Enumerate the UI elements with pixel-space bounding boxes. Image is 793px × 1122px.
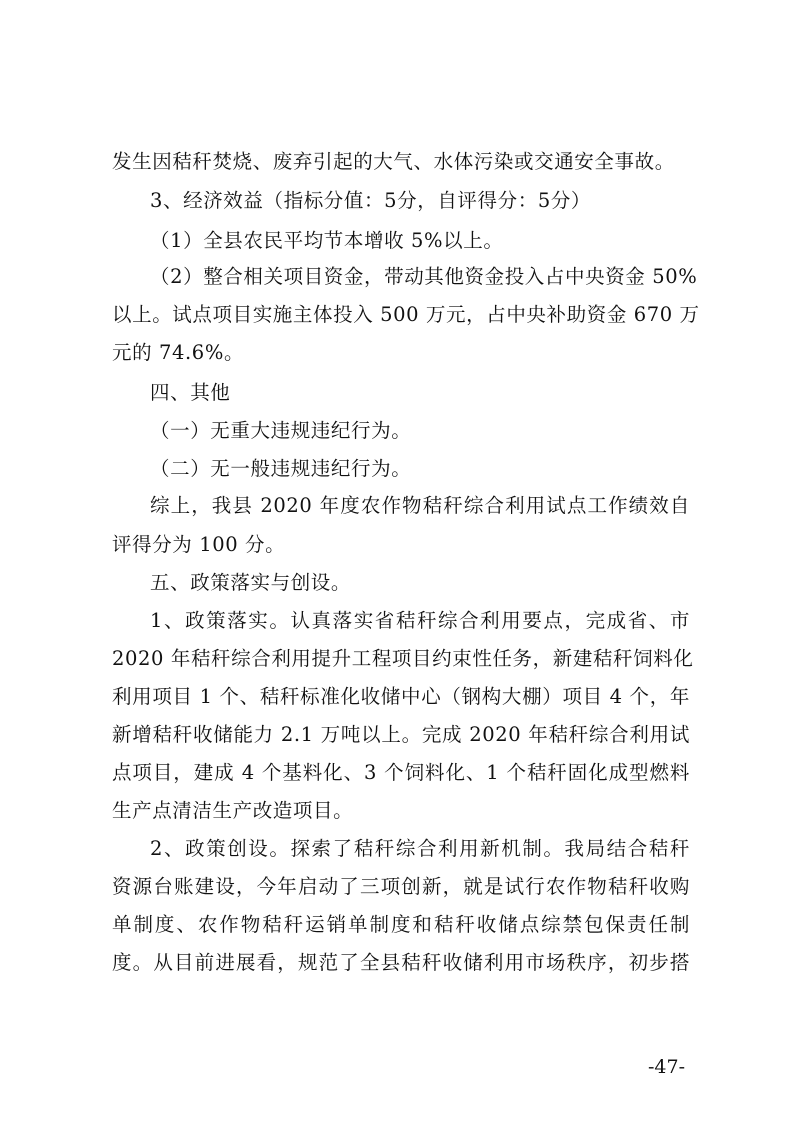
- text-line: 综上，我县 2020 年度农作物秸秆综合利用试点工作绩效自: [150, 494, 690, 517]
- text-line: （1）全县农民平均节本增收 5%以上。: [150, 229, 504, 252]
- text-line: 2、政策创设。探索了秸秆综合利用新机制。我局结合秸秆: [150, 837, 690, 860]
- text-line: 资源台账建设，今年启动了三项创新，就是试行农作物秸秆收购: [112, 875, 690, 898]
- text-line: 度。从目前进展看，规范了全县秸秆收储利用市场秩序，初步搭: [112, 951, 690, 974]
- text-line: 1、政策落实。认真落实省秸秆综合利用要点，完成省、市: [150, 609, 690, 632]
- text-line: （二）无一般违规违纪行为。: [150, 457, 412, 480]
- text-line: 以上。试点项目实施主体投入 500 万元，占中央补助资金 670 万: [112, 303, 700, 326]
- text-line: 单制度、农作物秸秆运销单制度和秸秆收储点综禁包保责任制: [112, 913, 690, 936]
- page-number: -47-: [648, 1056, 686, 1078]
- section-heading: 五、政策落实与创设。: [150, 571, 352, 594]
- text-line: 点项目，建成 4 个基料化、3 个饲料化、1 个秸秆固化成型燃料: [112, 761, 690, 784]
- text-line: （一）无重大违规违纪行为。: [150, 419, 412, 442]
- text-line: （2）整合相关项目资金，带动其他资金投入占中央资金 50%: [150, 265, 698, 288]
- text-line: 利用项目 1 个、秸秆标准化收储中心（钢构大棚）项目 4 个，年: [112, 685, 690, 708]
- text-line: 评得分为 100 分。: [112, 533, 286, 556]
- text-line: 生产点清洁生产改造项目。: [112, 799, 354, 822]
- text-line: 发生因秸秆焚烧、废弃引起的大气、水体污染或交通安全事故。: [112, 150, 675, 173]
- text-line: 元的 74.6%。: [112, 341, 245, 364]
- section-heading: 3、经济效益（指标分值：5分，自评得分：5分）: [150, 189, 592, 212]
- section-heading: 四、其他: [150, 381, 231, 404]
- text-line: 2020 年秸秆综合利用提升工程项目约束性任务，新建秸秆饲料化: [112, 647, 694, 670]
- text-line: 新增秸秆收储能力 2.1 万吨以上。完成 2020 年秸秆综合利用试: [112, 723, 690, 746]
